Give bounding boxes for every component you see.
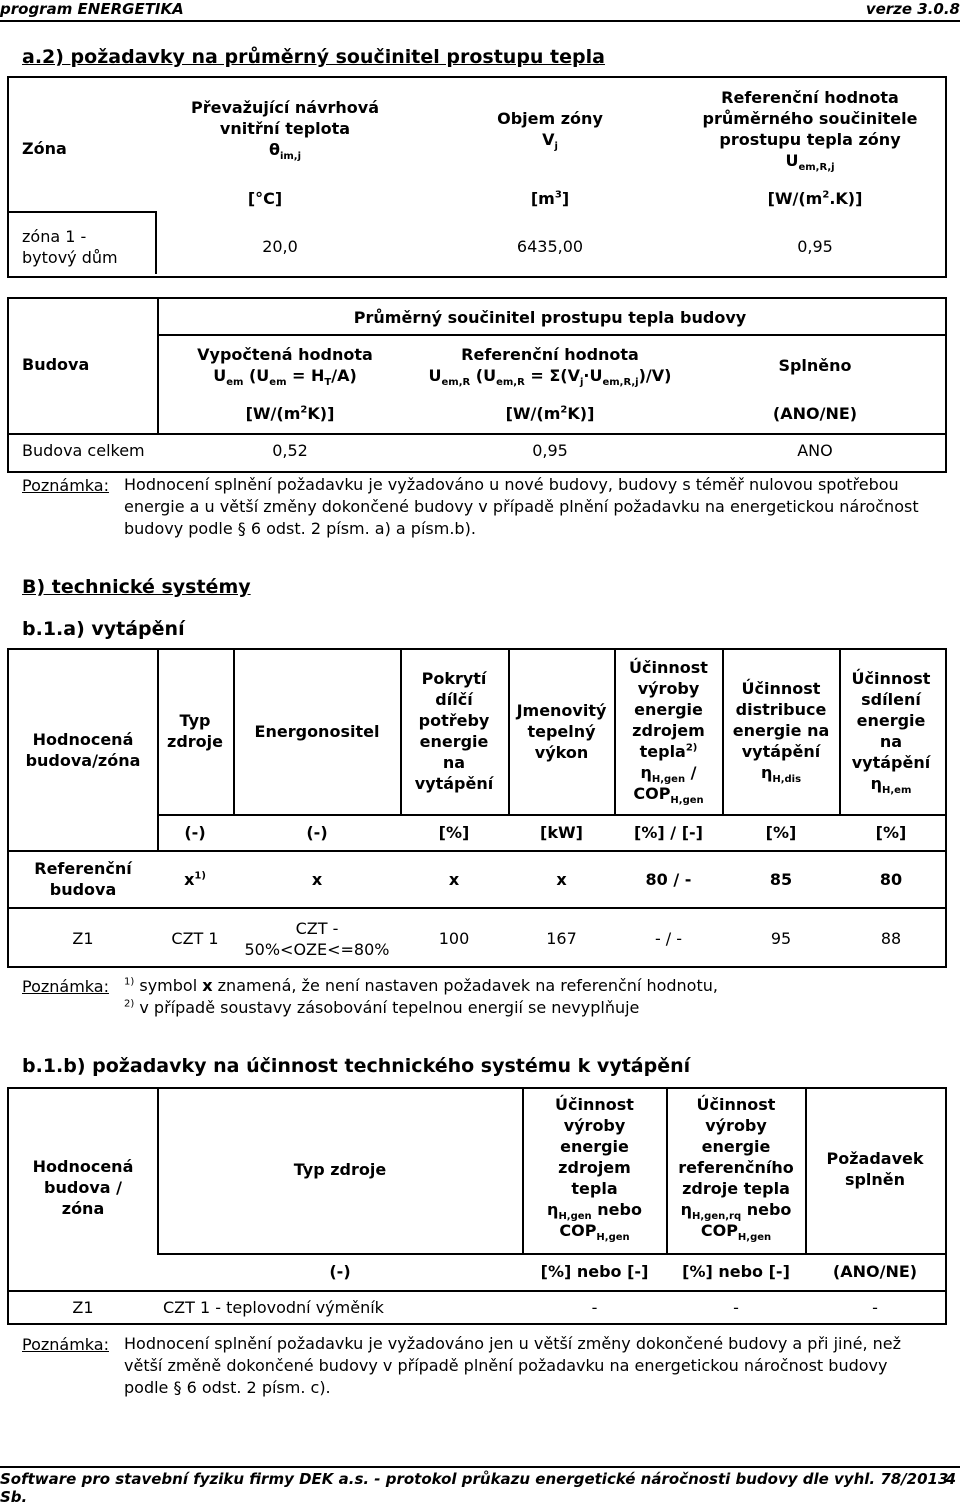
req-row-zone: Z1	[72, 1298, 94, 1317]
building-total-label: Budova celkem	[22, 441, 145, 460]
z1-sdil: 88	[880, 929, 902, 948]
note3-text: Hodnocení splnění požadavku je vyžadováno jen u větší změny dokončené budovy a při jiné, než větší změně dokončené budovy v případě plnění požadavku na energetickou náročnost budovy podle § 6 odst. 2 písm. c).	[124, 1334, 901, 1397]
note1-label: Poznámka:	[22, 476, 109, 495]
req-h-ucinnost-ref: Účinnost výroby energie referenčního zdroje tepla $\eta_{H,gen,rq}$ nebo $COP_{H,gen}$	[678, 1095, 794, 1244]
z1-vyroby: - / -	[654, 929, 683, 948]
unit-energ: (-)	[306, 823, 328, 842]
h-ucinnost-distribuce: Účinnost distribuce energie na vytápění $\eta_{H,dis}$	[732, 679, 830, 786]
req-row-ucinnost-ref: -	[733, 1298, 739, 1317]
heating-units-line	[157, 814, 945, 816]
z1-typ: CZT 1	[171, 929, 219, 948]
h-jmenovity: Jmenovitý tepelný výkon	[516, 701, 607, 762]
req-h-typ: Typ zdroje	[293, 1160, 387, 1179]
calc-value-header: Vypočtená hodnota $U_{em}$ $(U_{em} = H_T/A)$	[197, 345, 373, 389]
unit-wm2k: $[W/(m^2.K)]$	[767, 189, 863, 208]
program-title: program ENERGETIKA	[0, 0, 184, 18]
req-h-pozadavek: Požadavek splněn	[826, 1149, 924, 1189]
z1-label: Z1	[72, 929, 94, 948]
req-row-pozadavek: -	[872, 1298, 878, 1317]
version-label: verze 3.0.8	[865, 0, 960, 18]
building-divider-row	[7, 433, 945, 435]
ref-pokryti: x	[448, 870, 460, 889]
ref-building-label: Referenční budova	[34, 859, 132, 899]
ref-vyroby: 80 / -	[645, 870, 692, 889]
unit-ok: (ANO/NE)	[772, 404, 858, 423]
req-v1	[157, 1087, 159, 1253]
h-budova: Hodnocená budova/zóna	[25, 730, 141, 770]
ref-sdil: 80	[879, 870, 903, 889]
h-ucinnost-vyroby: Účinnost výroby energie zdrojem tepla$^{2)}$ $\eta_{H,gen}$ / $COP_{H,gen}$	[629, 658, 708, 807]
req-unit-pozadavek: (ANO/NE)	[832, 1262, 918, 1281]
zone-volume-value: 6435,00	[516, 237, 584, 256]
ref-value-header: Referenční hodnota $U_{em,R}$ $(U_{em,R} = \Sigma(V_j\cdot U_{em,R,j})/V)$	[428, 345, 672, 389]
req-unit-ucinnost: [%] nebo [-]	[540, 1262, 649, 1281]
building-divider-v	[157, 297, 159, 433]
footer-divider	[0, 1466, 960, 1468]
unit-distr: [%]	[765, 823, 797, 842]
building-calc-value: 0,52	[272, 441, 308, 460]
splneno-header: Splněno	[778, 356, 852, 375]
unit-m3: $[m^3]$	[530, 189, 570, 208]
budova-header: Budova	[22, 355, 90, 374]
zone-name: zóna 1 - bytový dům	[22, 227, 118, 267]
section-a2-title: a.2) požadavky na průměrný součinitel prostupu tepla	[22, 46, 605, 68]
ref-distr: 85	[769, 870, 793, 889]
req-units-line	[157, 1253, 945, 1255]
zone-temp-value: 20,0	[262, 237, 298, 256]
z1-distr: 95	[770, 929, 792, 948]
unit-pokryti: [%]	[438, 823, 470, 842]
ref-jmen: x	[556, 870, 567, 889]
building-divider-h	[157, 334, 945, 336]
unit-typ: (-)	[184, 823, 206, 842]
note1-text: Hodnocení splnění požadavku je vyžadováno u nové budovy, budovy s téměř nulovou spotřebou energie a u větší změny dokončené budovy v případě plnění požadavku na energetickou náročnost budovy podle § 6 odst. 2 písm. a) a písm.b).	[124, 475, 919, 538]
note2-text: $^{1)}$ symbol x znamená, že není nastaven požadavek na referenční hodnotu, $^{2)}$ v případě soustavy zásobování tepelnou energií se nevyplňuje	[124, 976, 718, 1017]
unit-celsius: [°C]	[247, 189, 283, 208]
req-unit-ucinnost-ref: [%] nebo [-]	[682, 1262, 790, 1281]
h-energonositel: Energonositel	[254, 722, 380, 741]
building-ok-value: ANO	[797, 441, 833, 460]
req-h-ucinnost: Účinnost výroby energie zdrojem tepla $\eta_{H,gen}$ nebo $COP_{H,gen}$	[547, 1095, 642, 1244]
unit-ref: $[W/(m^2K)]$	[505, 404, 595, 423]
temp-header: Převažující návrhová vnitřní teplota $\theta_{im,j}$	[190, 98, 380, 163]
section-b-title: B) technické systémy	[22, 576, 251, 598]
unit-vyroby: [%] / [-]	[634, 823, 703, 842]
zone-ref-value: 0,95	[797, 237, 833, 256]
ref-zone-header: Referenční hodnota průměrného součinitele prostupu tepla zóny $U_{em,R,j}$	[702, 88, 918, 174]
unit-jmen: [kW]	[540, 823, 583, 842]
page-number: 4	[945, 1470, 956, 1488]
note3-label: Poznámka:	[22, 1335, 109, 1354]
unit-sdil: [%]	[875, 823, 907, 842]
ref-typ: $x^{1)}$	[184, 870, 206, 889]
req-row-typ: CZT 1 - teplovodní výměník	[163, 1298, 384, 1317]
h-ucinnost-sdileni: Účinnost sdílení energie na vytápění $\eta_{H,em}$	[851, 669, 931, 797]
req-row-line	[7, 1290, 945, 1292]
z1-jmen: 167	[546, 929, 577, 948]
z1-energ: CZT - 50%<OZE<=80%	[244, 919, 390, 959]
building-group-header: Průměrný součinitel prostupu tepla budovy	[353, 308, 747, 327]
req-row-ucinnost: -	[591, 1298, 598, 1317]
ref-energ: x	[311, 870, 323, 889]
note2-label: Poznámka:	[22, 977, 109, 996]
volume-header: Objem zóny $V_j$	[497, 109, 603, 153]
header-divider	[0, 20, 960, 22]
h-pokryti: Pokrytí dílčí potřeby energie na vytápění	[414, 669, 494, 793]
heating-divider-1	[7, 850, 945, 852]
unit-calc: $[W/(m^2K)]$	[245, 404, 335, 423]
req-h-budova: Hodnocená budova / zóna	[32, 1157, 134, 1218]
section-b1b-title: b.1.b) požadavky na účinnost technického systému k vytápění	[22, 1055, 691, 1077]
zona-header: Zóna	[22, 139, 67, 158]
section-b1a-title: b.1.a) vytápění	[22, 618, 185, 640]
heating-divider-2	[7, 907, 945, 909]
footer-text: Software pro stavební fyziku firmy DEK a.s. - protokol průkazu energetické náročnosti budovy dle vyhl. 78/2013 Sb.	[0, 1470, 949, 1506]
z1-pokryti: 100	[438, 929, 470, 948]
h-typ: Typ zdroje	[167, 711, 223, 751]
building-ref-value: 0,95	[532, 441, 568, 460]
req-unit-typ: (-)	[329, 1262, 351, 1281]
